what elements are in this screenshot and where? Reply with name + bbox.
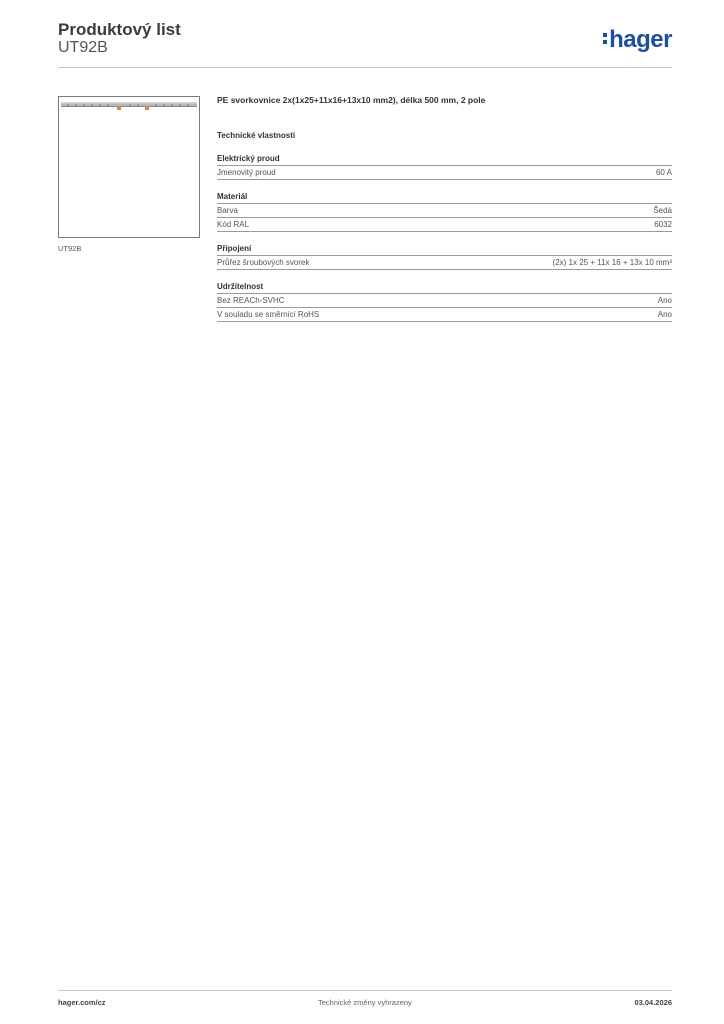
- property-label: Barva: [217, 206, 238, 215]
- property-value: 60 A: [655, 168, 672, 177]
- property-value: 6032: [654, 220, 672, 229]
- header-divider: [58, 67, 672, 68]
- property-value: Ano: [657, 310, 672, 319]
- page-title: Produktový list: [58, 20, 181, 39]
- section-title: Připojení: [217, 244, 672, 256]
- property-row: [217, 256, 672, 270]
- property-row: [217, 204, 672, 218]
- technical-properties-heading: Technické vlastnosti: [217, 131, 296, 140]
- section-material: [217, 192, 672, 232]
- property-label: V souladu se směrnicí RoHS: [217, 310, 320, 319]
- property-label: Jmenovitý proud: [217, 168, 276, 177]
- product-code: UT92B: [58, 39, 108, 56]
- hager-logo: [603, 28, 672, 52]
- section-title: Udržitelnost: [217, 282, 672, 294]
- property-row: [217, 166, 672, 180]
- content-area: [217, 95, 672, 334]
- section-title: Materiál: [217, 192, 672, 204]
- section-connection: [217, 244, 672, 270]
- property-row: [217, 308, 672, 322]
- property-label: Bez REACh-SVHC: [217, 296, 285, 305]
- property-value: (2x) 1x 25 + 11x 16 + 13x 10 mm²: [552, 258, 672, 267]
- busbar-product-image: [59, 97, 199, 237]
- footer-divider: [58, 990, 672, 991]
- footer-note: Technické změny vyhrazeny: [318, 998, 412, 1007]
- property-label: Průřez šroubových svorek: [217, 258, 310, 267]
- property-row: [217, 294, 672, 308]
- footer-date: 03.04.2026: [634, 998, 672, 1007]
- section-title: Elektrický proud: [217, 154, 672, 166]
- section-electric-current: [217, 154, 672, 180]
- property-value: Ano: [657, 296, 672, 305]
- image-caption: UT92B: [58, 244, 82, 253]
- property-row: [217, 218, 672, 232]
- footer-website-link[interactable]: hager.com/cz: [58, 998, 106, 1007]
- section-sustainability: [217, 282, 672, 322]
- product-image-frame: [58, 96, 200, 238]
- property-value: Šedá: [653, 206, 672, 215]
- logo-text: hager: [609, 26, 672, 53]
- property-label: Kód RAL: [217, 220, 250, 229]
- logo-colon-icon: [603, 30, 607, 47]
- product-description: PE svorkovnice 2x(1x25+11x16+13x10 mm2), délka 500 mm, 2 pole: [217, 95, 486, 105]
